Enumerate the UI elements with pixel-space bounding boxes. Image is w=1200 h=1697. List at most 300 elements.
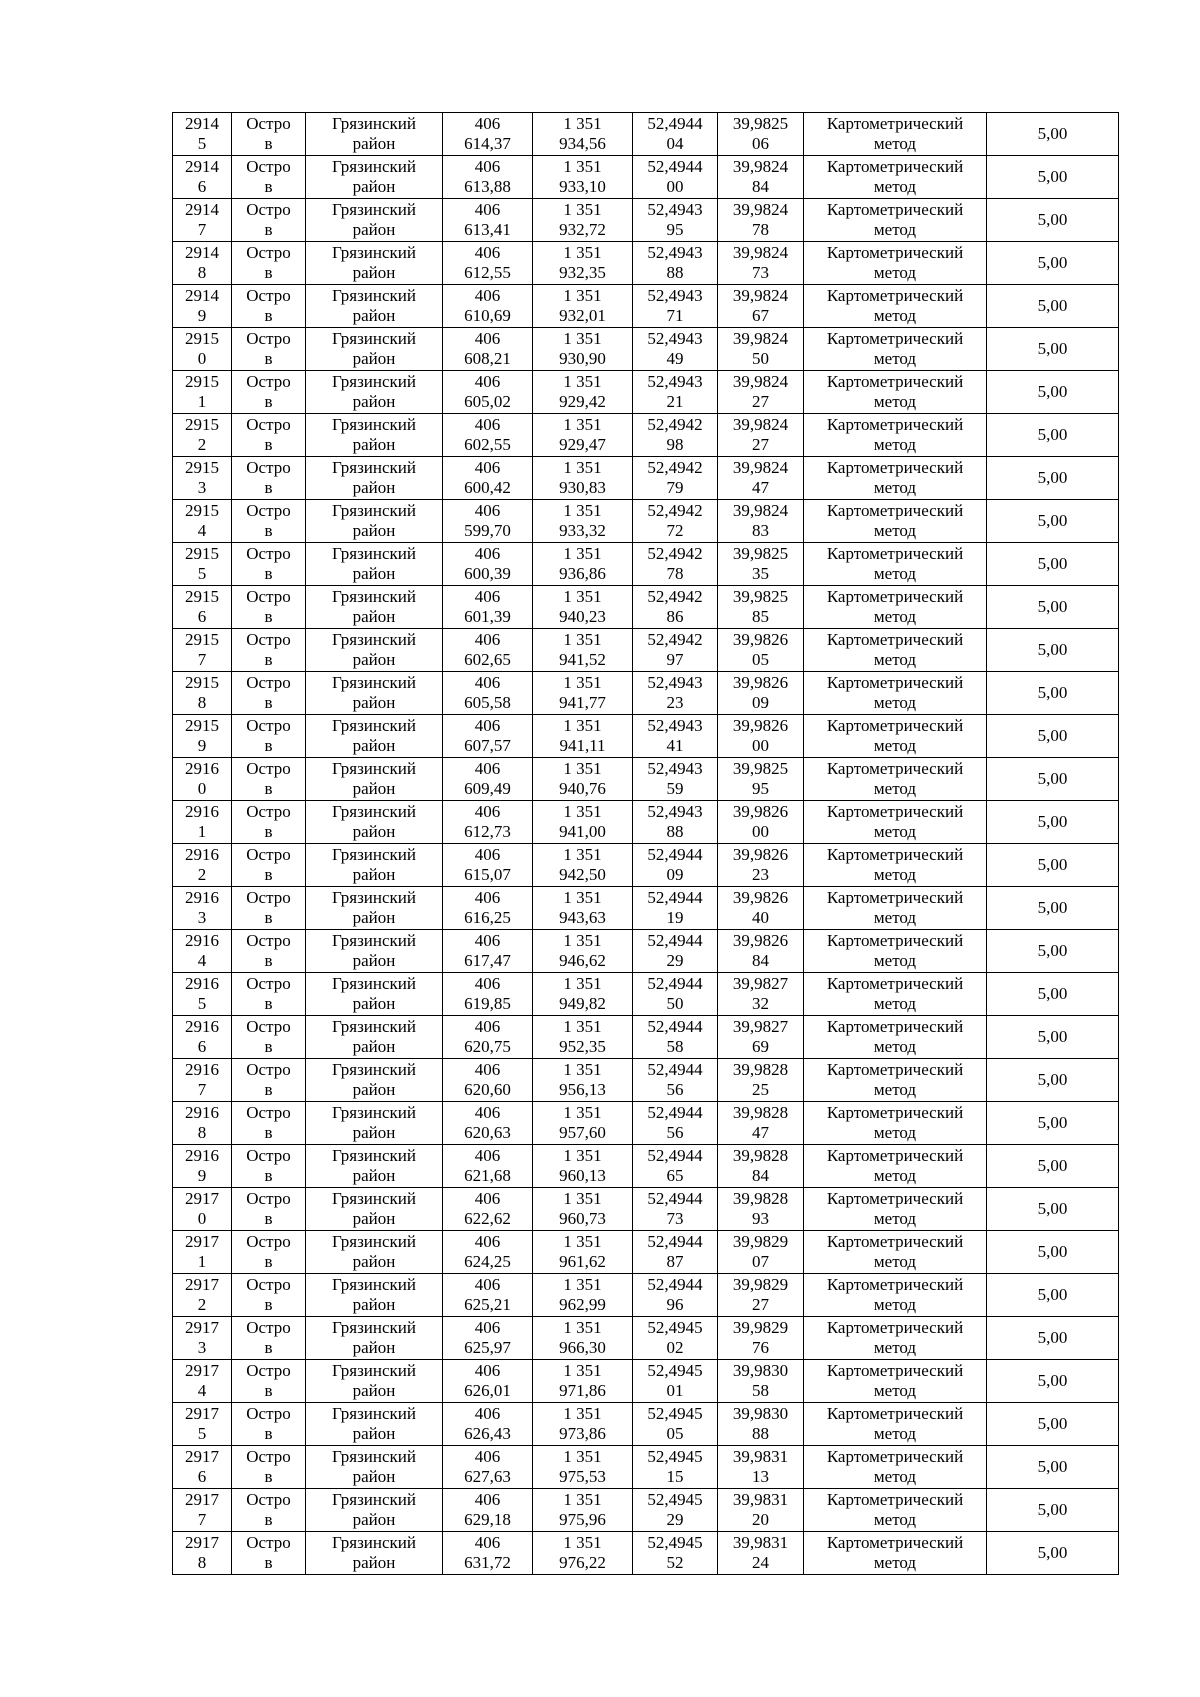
method-cell: Картометрический метод <box>804 1231 987 1274</box>
y-coordinate-cell: 1 351 975,53 <box>533 1446 633 1489</box>
y-coordinate-cell: 1 351 976,22 <box>533 1532 633 1575</box>
accuracy-cell: 5,00 <box>987 887 1119 930</box>
latitude-cell: 52,4945 02 <box>633 1317 718 1360</box>
longitude-cell: 39,9825 06 <box>718 113 804 156</box>
longitude-cell: 39,9831 24 <box>718 1532 804 1575</box>
x-coordinate-cell: 406 607,57 <box>443 715 533 758</box>
method-cell: Картометрический метод <box>804 500 987 543</box>
y-coordinate-cell: 1 351 960,73 <box>533 1188 633 1231</box>
point-number-cell: 2917 8 <box>173 1532 232 1575</box>
point-number-cell: 2917 2 <box>173 1274 232 1317</box>
x-coordinate-cell: 406 629,18 <box>443 1489 533 1532</box>
point-number-cell: 2916 0 <box>173 758 232 801</box>
table-row <box>173 1231 1119 1274</box>
latitude-cell: 52,4942 72 <box>633 500 718 543</box>
district-cell: Грязинский район <box>306 1403 443 1446</box>
table-row <box>173 758 1119 801</box>
latitude-cell: 52,4944 04 <box>633 113 718 156</box>
table-row <box>173 844 1119 887</box>
accuracy-cell: 5,00 <box>987 371 1119 414</box>
point-number-cell: 2915 6 <box>173 586 232 629</box>
longitude-cell: 39,9828 84 <box>718 1145 804 1188</box>
district-cell: Грязинский район <box>306 844 443 887</box>
table-row <box>173 930 1119 973</box>
longitude-cell: 39,9826 00 <box>718 801 804 844</box>
object-type-cell: Остро в <box>232 801 306 844</box>
x-coordinate-cell: 406 599,70 <box>443 500 533 543</box>
object-type-cell: Остро в <box>232 629 306 672</box>
latitude-cell: 52,4943 88 <box>633 801 718 844</box>
method-cell: Картометрический метод <box>804 1446 987 1489</box>
method-cell: Картометрический метод <box>804 930 987 973</box>
accuracy-cell: 5,00 <box>987 457 1119 500</box>
longitude-cell: 39,9826 09 <box>718 672 804 715</box>
accuracy-cell: 5,00 <box>987 500 1119 543</box>
method-cell: Картометрический метод <box>804 543 987 586</box>
x-coordinate-cell: 406 615,07 <box>443 844 533 887</box>
x-coordinate-cell: 406 600,42 <box>443 457 533 500</box>
object-type-cell: Остро в <box>232 1274 306 1317</box>
table-row <box>173 285 1119 328</box>
table-row <box>173 1188 1119 1231</box>
point-number-cell: 2915 5 <box>173 543 232 586</box>
district-cell: Грязинский район <box>306 1145 443 1188</box>
district-cell: Грязинский район <box>306 1489 443 1532</box>
longitude-cell: 39,9830 88 <box>718 1403 804 1446</box>
latitude-cell: 52,4942 98 <box>633 414 718 457</box>
method-cell: Картометрический метод <box>804 242 987 285</box>
accuracy-cell: 5,00 <box>987 715 1119 758</box>
table-row <box>173 1532 1119 1575</box>
table-row <box>173 328 1119 371</box>
object-type-cell: Остро в <box>232 1403 306 1446</box>
table-row <box>173 1274 1119 1317</box>
latitude-cell: 52,4944 96 <box>633 1274 718 1317</box>
table-row <box>173 1016 1119 1059</box>
accuracy-cell: 5,00 <box>987 285 1119 328</box>
accuracy-cell: 5,00 <box>987 1489 1119 1532</box>
latitude-cell: 52,4943 41 <box>633 715 718 758</box>
table-row <box>173 1102 1119 1145</box>
object-type-cell: Остро в <box>232 371 306 414</box>
x-coordinate-cell: 406 613,41 <box>443 199 533 242</box>
x-coordinate-cell: 406 627,63 <box>443 1446 533 1489</box>
y-coordinate-cell: 1 351 942,50 <box>533 844 633 887</box>
longitude-cell: 39,9824 78 <box>718 199 804 242</box>
point-number-cell: 2916 1 <box>173 801 232 844</box>
object-type-cell: Остро в <box>232 1188 306 1231</box>
district-cell: Грязинский район <box>306 1532 443 1575</box>
table-row <box>173 629 1119 672</box>
table-row <box>173 672 1119 715</box>
method-cell: Картометрический метод <box>804 285 987 328</box>
longitude-cell: 39,9825 35 <box>718 543 804 586</box>
point-number-cell: 2915 7 <box>173 629 232 672</box>
object-type-cell: Остро в <box>232 1102 306 1145</box>
accuracy-cell: 5,00 <box>987 242 1119 285</box>
district-cell: Грязинский район <box>306 930 443 973</box>
object-type-cell: Остро в <box>232 457 306 500</box>
accuracy-cell: 5,00 <box>987 1532 1119 1575</box>
longitude-cell: 39,9825 95 <box>718 758 804 801</box>
district-cell: Грязинский район <box>306 887 443 930</box>
object-type-cell: Остро в <box>232 285 306 328</box>
district-cell: Грязинский район <box>306 801 443 844</box>
longitude-cell: 39,9827 69 <box>718 1016 804 1059</box>
accuracy-cell: 5,00 <box>987 586 1119 629</box>
accuracy-cell: 5,00 <box>987 930 1119 973</box>
latitude-cell: 52,4944 00 <box>633 156 718 199</box>
district-cell: Грязинский район <box>306 1016 443 1059</box>
district-cell: Грязинский район <box>306 1274 443 1317</box>
point-number-cell: 2916 4 <box>173 930 232 973</box>
point-number-cell: 2916 3 <box>173 887 232 930</box>
longitude-cell: 39,9829 27 <box>718 1274 804 1317</box>
accuracy-cell: 5,00 <box>987 156 1119 199</box>
table-row <box>173 1489 1119 1532</box>
coordinates-table <box>172 112 1119 1575</box>
method-cell: Картометрический метод <box>804 328 987 371</box>
district-cell: Грязинский район <box>306 414 443 457</box>
method-cell: Картометрический метод <box>804 1059 987 1102</box>
x-coordinate-cell: 406 625,97 <box>443 1317 533 1360</box>
x-coordinate-cell: 406 612,73 <box>443 801 533 844</box>
latitude-cell: 52,4943 49 <box>633 328 718 371</box>
y-coordinate-cell: 1 351 934,56 <box>533 113 633 156</box>
x-coordinate-cell: 406 601,39 <box>443 586 533 629</box>
point-number-cell: 2917 7 <box>173 1489 232 1532</box>
longitude-cell: 39,9831 20 <box>718 1489 804 1532</box>
longitude-cell: 39,9828 25 <box>718 1059 804 1102</box>
longitude-cell: 39,9824 84 <box>718 156 804 199</box>
latitude-cell: 52,4944 56 <box>633 1102 718 1145</box>
object-type-cell: Остро в <box>232 758 306 801</box>
y-coordinate-cell: 1 351 957,60 <box>533 1102 633 1145</box>
object-type-cell: Остро в <box>232 199 306 242</box>
object-type-cell: Остро в <box>232 156 306 199</box>
x-coordinate-cell: 406 610,69 <box>443 285 533 328</box>
accuracy-cell: 5,00 <box>987 1102 1119 1145</box>
x-coordinate-cell: 406 622,62 <box>443 1188 533 1231</box>
district-cell: Грязинский район <box>306 156 443 199</box>
latitude-cell: 52,4945 01 <box>633 1360 718 1403</box>
y-coordinate-cell: 1 351 943,63 <box>533 887 633 930</box>
x-coordinate-cell: 406 616,25 <box>443 887 533 930</box>
x-coordinate-cell: 406 621,68 <box>443 1145 533 1188</box>
table-row <box>173 242 1119 285</box>
object-type-cell: Остро в <box>232 1446 306 1489</box>
district-cell: Грязинский район <box>306 672 443 715</box>
accuracy-cell: 5,00 <box>987 1317 1119 1360</box>
method-cell: Картометрический метод <box>804 1360 987 1403</box>
latitude-cell: 52,4944 29 <box>633 930 718 973</box>
y-coordinate-cell: 1 351 941,11 <box>533 715 633 758</box>
accuracy-cell: 5,00 <box>987 414 1119 457</box>
object-type-cell: Остро в <box>232 1532 306 1575</box>
y-coordinate-cell: 1 351 956,13 <box>533 1059 633 1102</box>
x-coordinate-cell: 406 620,75 <box>443 1016 533 1059</box>
accuracy-cell: 5,00 <box>987 973 1119 1016</box>
x-coordinate-cell: 406 602,65 <box>443 629 533 672</box>
method-cell: Картометрический метод <box>804 113 987 156</box>
longitude-cell: 39,9826 40 <box>718 887 804 930</box>
district-cell: Грязинский район <box>306 500 443 543</box>
point-number-cell: 2914 6 <box>173 156 232 199</box>
longitude-cell: 39,9831 13 <box>718 1446 804 1489</box>
object-type-cell: Остро в <box>232 672 306 715</box>
district-cell: Грязинский район <box>306 629 443 672</box>
point-number-cell: 2916 6 <box>173 1016 232 1059</box>
point-number-cell: 2916 5 <box>173 973 232 1016</box>
point-number-cell: 2916 8 <box>173 1102 232 1145</box>
table-row <box>173 1059 1119 1102</box>
x-coordinate-cell: 406 600,39 <box>443 543 533 586</box>
table-row <box>173 887 1119 930</box>
object-type-cell: Остро в <box>232 414 306 457</box>
district-cell: Грязинский район <box>306 457 443 500</box>
latitude-cell: 52,4942 78 <box>633 543 718 586</box>
point-number-cell: 2916 2 <box>173 844 232 887</box>
object-type-cell: Остро в <box>232 328 306 371</box>
x-coordinate-cell: 406 626,43 <box>443 1403 533 1446</box>
point-number-cell: 2917 4 <box>173 1360 232 1403</box>
table-row <box>173 457 1119 500</box>
district-cell: Грязинский район <box>306 715 443 758</box>
table-row <box>173 414 1119 457</box>
x-coordinate-cell: 406 613,88 <box>443 156 533 199</box>
y-coordinate-cell: 1 351 932,35 <box>533 242 633 285</box>
accuracy-cell: 5,00 <box>987 113 1119 156</box>
latitude-cell: 52,4943 59 <box>633 758 718 801</box>
object-type-cell: Остро в <box>232 500 306 543</box>
table-row <box>173 1446 1119 1489</box>
longitude-cell: 39,9824 47 <box>718 457 804 500</box>
point-number-cell: 2915 3 <box>173 457 232 500</box>
district-cell: Грязинский район <box>306 973 443 1016</box>
longitude-cell: 39,9828 93 <box>718 1188 804 1231</box>
point-number-cell: 2916 7 <box>173 1059 232 1102</box>
table-row <box>173 801 1119 844</box>
object-type-cell: Остро в <box>232 887 306 930</box>
accuracy-cell: 5,00 <box>987 1403 1119 1446</box>
longitude-cell: 39,9824 27 <box>718 414 804 457</box>
longitude-cell: 39,9830 58 <box>718 1360 804 1403</box>
object-type-cell: Остро в <box>232 1317 306 1360</box>
y-coordinate-cell: 1 351 975,96 <box>533 1489 633 1532</box>
method-cell: Картометрический метод <box>804 1403 987 1446</box>
y-coordinate-cell: 1 351 933,32 <box>533 500 633 543</box>
accuracy-cell: 5,00 <box>987 629 1119 672</box>
y-coordinate-cell: 1 351 932,72 <box>533 199 633 242</box>
y-coordinate-cell: 1 351 941,00 <box>533 801 633 844</box>
x-coordinate-cell: 406 626,01 <box>443 1360 533 1403</box>
latitude-cell: 52,4945 05 <box>633 1403 718 1446</box>
table-row <box>173 156 1119 199</box>
point-number-cell: 2915 4 <box>173 500 232 543</box>
longitude-cell: 39,9824 67 <box>718 285 804 328</box>
longitude-cell: 39,9829 76 <box>718 1317 804 1360</box>
point-number-cell: 2915 9 <box>173 715 232 758</box>
accuracy-cell: 5,00 <box>987 844 1119 887</box>
method-cell: Картометрический метод <box>804 199 987 242</box>
y-coordinate-cell: 1 351 932,01 <box>533 285 633 328</box>
y-coordinate-cell: 1 351 930,83 <box>533 457 633 500</box>
accuracy-cell: 5,00 <box>987 758 1119 801</box>
district-cell: Грязинский район <box>306 1360 443 1403</box>
longitude-cell: 39,9826 05 <box>718 629 804 672</box>
latitude-cell: 52,4944 87 <box>633 1231 718 1274</box>
point-number-cell: 2917 0 <box>173 1188 232 1231</box>
point-number-cell: 2917 6 <box>173 1446 232 1489</box>
method-cell: Картометрический метод <box>804 414 987 457</box>
district-cell: Грязинский район <box>306 1188 443 1231</box>
method-cell: Картометрический метод <box>804 1145 987 1188</box>
x-coordinate-cell: 406 602,55 <box>443 414 533 457</box>
longitude-cell: 39,9825 85 <box>718 586 804 629</box>
y-coordinate-cell: 1 351 971,86 <box>533 1360 633 1403</box>
method-cell: Картометрический метод <box>804 715 987 758</box>
y-coordinate-cell: 1 351 961,62 <box>533 1231 633 1274</box>
x-coordinate-cell: 406 631,72 <box>443 1532 533 1575</box>
point-number-cell: 2916 9 <box>173 1145 232 1188</box>
method-cell: Картометрический метод <box>804 1016 987 1059</box>
y-coordinate-cell: 1 351 966,30 <box>533 1317 633 1360</box>
method-cell: Картометрический метод <box>804 844 987 887</box>
method-cell: Картометрический метод <box>804 457 987 500</box>
longitude-cell: 39,9826 84 <box>718 930 804 973</box>
point-number-cell: 2914 7 <box>173 199 232 242</box>
method-cell: Картометрический метод <box>804 801 987 844</box>
table-row <box>173 500 1119 543</box>
longitude-cell: 39,9824 50 <box>718 328 804 371</box>
point-number-cell: 2915 8 <box>173 672 232 715</box>
accuracy-cell: 5,00 <box>987 1059 1119 1102</box>
x-coordinate-cell: 406 605,58 <box>443 672 533 715</box>
table-row <box>173 586 1119 629</box>
method-cell: Картометрический метод <box>804 758 987 801</box>
latitude-cell: 52,4945 29 <box>633 1489 718 1532</box>
method-cell: Картометрический метод <box>804 156 987 199</box>
object-type-cell: Остро в <box>232 1016 306 1059</box>
accuracy-cell: 5,00 <box>987 672 1119 715</box>
district-cell: Грязинский район <box>306 1102 443 1145</box>
longitude-cell: 39,9826 00 <box>718 715 804 758</box>
object-type-cell: Остро в <box>232 1231 306 1274</box>
district-cell: Грязинский район <box>306 328 443 371</box>
district-cell: Грязинский район <box>306 371 443 414</box>
district-cell: Грязинский район <box>306 543 443 586</box>
district-cell: Грязинский район <box>306 1231 443 1274</box>
y-coordinate-cell: 1 351 929,47 <box>533 414 633 457</box>
accuracy-cell: 5,00 <box>987 1360 1119 1403</box>
y-coordinate-cell: 1 351 936,86 <box>533 543 633 586</box>
object-type-cell: Остро в <box>232 1360 306 1403</box>
table-row <box>173 1360 1119 1403</box>
table-row <box>173 199 1119 242</box>
district-cell: Грязинский район <box>306 1317 443 1360</box>
method-cell: Картометрический метод <box>804 586 987 629</box>
longitude-cell: 39,9826 23 <box>718 844 804 887</box>
district-cell: Грязинский район <box>306 242 443 285</box>
object-type-cell: Остро в <box>232 930 306 973</box>
longitude-cell: 39,9824 73 <box>718 242 804 285</box>
longitude-cell: 39,9824 83 <box>718 500 804 543</box>
y-coordinate-cell: 1 351 960,13 <box>533 1145 633 1188</box>
object-type-cell: Остро в <box>232 242 306 285</box>
accuracy-cell: 5,00 <box>987 1274 1119 1317</box>
object-type-cell: Остро в <box>232 543 306 586</box>
method-cell: Картометрический метод <box>804 629 987 672</box>
accuracy-cell: 5,00 <box>987 328 1119 371</box>
district-cell: Грязинский район <box>306 113 443 156</box>
table-row <box>173 973 1119 1016</box>
longitude-cell: 39,9827 32 <box>718 973 804 1016</box>
x-coordinate-cell: 406 608,21 <box>443 328 533 371</box>
latitude-cell: 52,4944 65 <box>633 1145 718 1188</box>
latitude-cell: 52,4944 56 <box>633 1059 718 1102</box>
district-cell: Грязинский район <box>306 1059 443 1102</box>
point-number-cell: 2914 8 <box>173 242 232 285</box>
latitude-cell: 52,4944 19 <box>633 887 718 930</box>
point-number-cell: 2917 5 <box>173 1403 232 1446</box>
y-coordinate-cell: 1 351 933,10 <box>533 156 633 199</box>
longitude-cell: 39,9829 07 <box>718 1231 804 1274</box>
longitude-cell: 39,9828 47 <box>718 1102 804 1145</box>
table-body <box>173 113 1119 1575</box>
latitude-cell: 52,4945 15 <box>633 1446 718 1489</box>
x-coordinate-cell: 406 620,63 <box>443 1102 533 1145</box>
table-row <box>173 715 1119 758</box>
latitude-cell: 52,4943 23 <box>633 672 718 715</box>
object-type-cell: Остро в <box>232 1145 306 1188</box>
table-row <box>173 113 1119 156</box>
y-coordinate-cell: 1 351 941,52 <box>533 629 633 672</box>
y-coordinate-cell: 1 351 973,86 <box>533 1403 633 1446</box>
object-type-cell: Остро в <box>232 973 306 1016</box>
point-number-cell: 2914 5 <box>173 113 232 156</box>
method-cell: Картометрический метод <box>804 672 987 715</box>
latitude-cell: 52,4942 97 <box>633 629 718 672</box>
method-cell: Картометрический метод <box>804 887 987 930</box>
table-row <box>173 371 1119 414</box>
table-row <box>173 543 1119 586</box>
point-number-cell: 2915 1 <box>173 371 232 414</box>
method-cell: Картометрический метод <box>804 1274 987 1317</box>
accuracy-cell: 5,00 <box>987 1145 1119 1188</box>
district-cell: Грязинский район <box>306 285 443 328</box>
latitude-cell: 52,4944 09 <box>633 844 718 887</box>
district-cell: Грязинский район <box>306 758 443 801</box>
x-coordinate-cell: 406 620,60 <box>443 1059 533 1102</box>
object-type-cell: Остро в <box>232 715 306 758</box>
accuracy-cell: 5,00 <box>987 1446 1119 1489</box>
y-coordinate-cell: 1 351 940,76 <box>533 758 633 801</box>
method-cell: Картометрический метод <box>804 1532 987 1575</box>
accuracy-cell: 5,00 <box>987 1016 1119 1059</box>
y-coordinate-cell: 1 351 952,35 <box>533 1016 633 1059</box>
object-type-cell: Остро в <box>232 844 306 887</box>
accuracy-cell: 5,00 <box>987 801 1119 844</box>
district-cell: Грязинский район <box>306 199 443 242</box>
method-cell: Картометрический метод <box>804 973 987 1016</box>
x-coordinate-cell: 406 612,55 <box>443 242 533 285</box>
accuracy-cell: 5,00 <box>987 199 1119 242</box>
accuracy-cell: 5,00 <box>987 543 1119 586</box>
object-type-cell: Остро в <box>232 113 306 156</box>
x-coordinate-cell: 406 609,49 <box>443 758 533 801</box>
method-cell: Картометрический метод <box>804 1188 987 1231</box>
table-row <box>173 1317 1119 1360</box>
